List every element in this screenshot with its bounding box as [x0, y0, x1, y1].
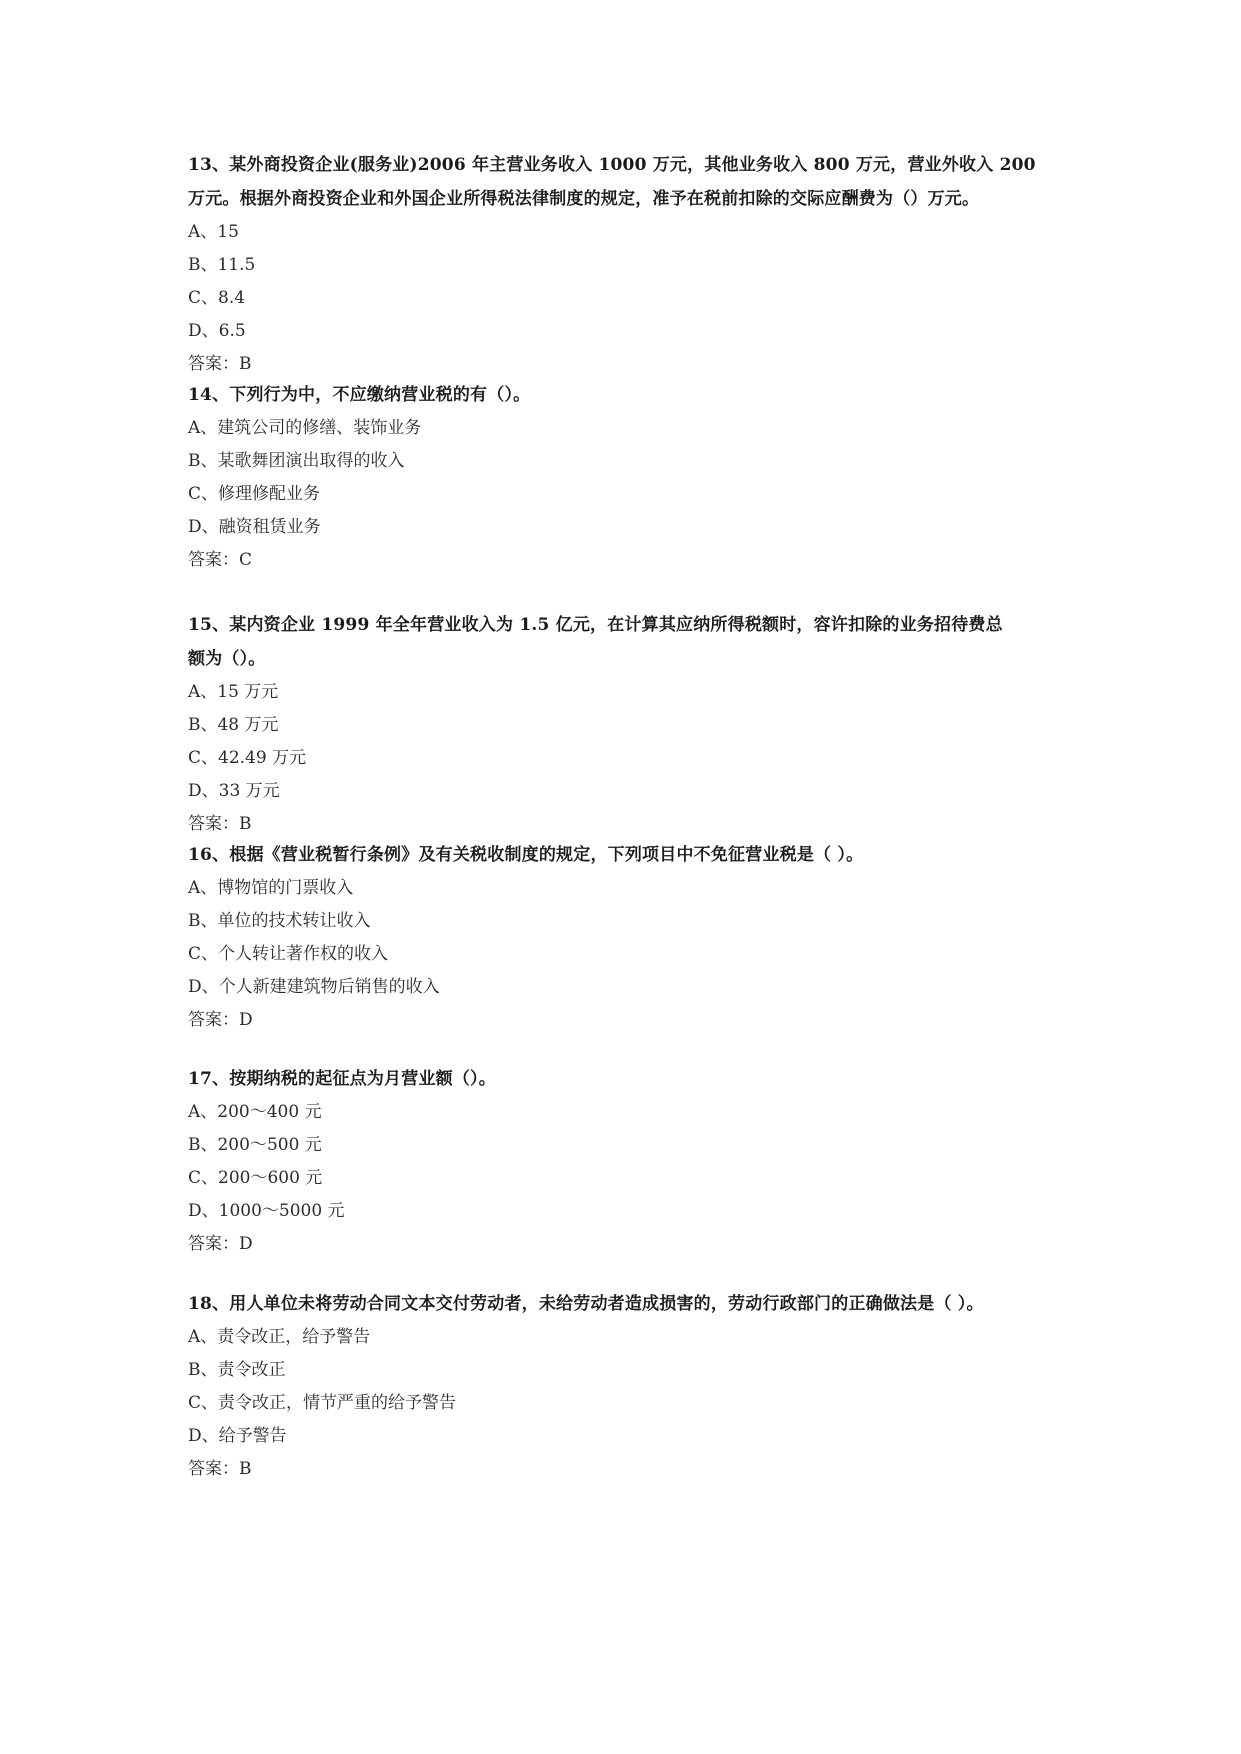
stem-line: 额为（）。 — [188, 649, 266, 669]
option-a: A、15 — [188, 222, 239, 242]
question-17 — [188, 1062, 1068, 1261]
question-18 — [188, 1287, 1068, 1486]
option-c: C、责令改正，情节严重的给予警告 — [188, 1393, 457, 1413]
question-16 — [188, 838, 1068, 1037]
option-a: A、15 万元 — [188, 682, 279, 702]
question-stem — [188, 1287, 1068, 1321]
option-b: B、48 万元 — [188, 715, 279, 735]
option-c: C、42.49 万元 — [188, 748, 307, 768]
question-stem — [188, 378, 1068, 412]
stem-line: 17、按期纳税的起征点为月营业额（）。 — [188, 1069, 496, 1089]
option-c: C、个人转让著作权的收入 — [188, 944, 389, 964]
option-a: A、建筑公司的修缮、装饰业务 — [188, 418, 422, 438]
question-stem — [188, 1062, 1068, 1096]
question-stem — [188, 148, 1068, 216]
stem-line: 16、根据《营业税暂行条例》及有关税收制度的规定，下列项目中不免征营业税是（ ）。 — [188, 845, 864, 865]
question-stem — [188, 608, 1068, 676]
question-14 — [188, 378, 1068, 577]
option-b: B、200～500 元 — [188, 1135, 322, 1155]
option-b: B、责令改正 — [188, 1360, 286, 1380]
stem-line: 14、下列行为中，不应缴纳营业税的有（）。 — [188, 385, 531, 405]
option-d: D、个人新建建筑物后销售的收入 — [188, 977, 440, 997]
option-b: B、某歌舞团演出取得的收入 — [188, 451, 405, 471]
stem-line: 万元。根据外商投资企业和外国企业所得税法律制度的规定，准予在税前扣除的交际应酬费为（）万元。 — [188, 189, 980, 209]
option-d: D、6.5 — [188, 321, 246, 341]
option-d: D、1000～5000 元 — [188, 1201, 345, 1221]
option-a: A、200～400 元 — [188, 1102, 322, 1122]
option-c: C、修理修配业务 — [188, 484, 321, 504]
stem-line: 13、某外商投资企业(服务业)2006 年主营业务收入 1000 万元，其他业务收入 800 万元，营业外收入 200 — [188, 155, 1036, 175]
answer: 答案：D — [188, 1234, 253, 1254]
option-d: D、融资租赁业务 — [188, 517, 321, 537]
question-13 — [188, 148, 1068, 381]
answer: 答案：C — [188, 550, 253, 570]
option-d: D、给予警告 — [188, 1426, 287, 1446]
question-stem — [188, 838, 1068, 872]
option-a: A、博物馆的门票收入 — [188, 878, 354, 898]
answer: 答案：B — [188, 814, 252, 834]
option-c: C、200～600 元 — [188, 1168, 323, 1188]
option-c: C、8.4 — [188, 288, 246, 308]
answer: 答案：B — [188, 1459, 252, 1479]
option-d: D、33 万元 — [188, 781, 280, 801]
stem-line: 18、用人单位未将劳动合同文本交付劳动者，未给劳动者造成损害的，劳动行政部门的正确做法是（ ）。 — [188, 1294, 984, 1314]
stem-line: 15、某内资企业 1999 年全年营业收入为 1.5 亿元，在计算其应纳所得税额时，容许扣除的业务招待费总 — [188, 615, 1003, 635]
answer: 答案：B — [188, 354, 252, 374]
question-15 — [188, 608, 1068, 841]
option-b: B、单位的技术转让收入 — [188, 911, 371, 931]
option-b: B、11.5 — [188, 255, 256, 275]
answer: 答案：D — [188, 1010, 253, 1030]
option-a: A、责令改正，给予警告 — [188, 1327, 371, 1347]
